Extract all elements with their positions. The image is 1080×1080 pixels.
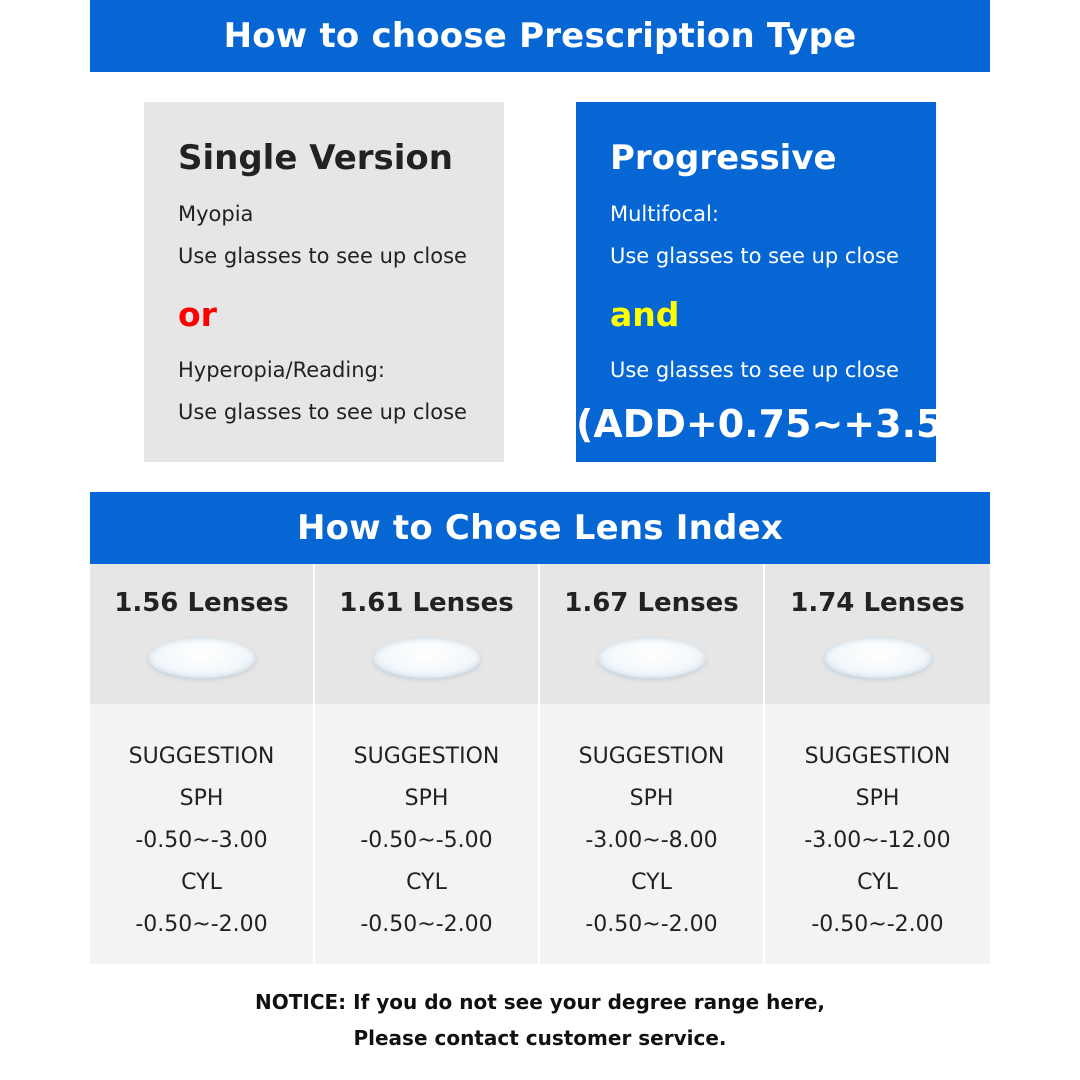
notice-line-2: Please contact customer service. [353, 1026, 727, 1050]
cyl-range: -0.50~-2.00 [585, 912, 718, 937]
lens-column-1-74 [765, 564, 990, 964]
suggestion-label: SUGGESTION [578, 744, 725, 769]
lens-image [598, 638, 706, 678]
sph-range: -3.00~-8.00 [585, 828, 718, 853]
lens-suggestion [765, 704, 990, 964]
lens-header [765, 564, 990, 704]
single-version-card [144, 102, 504, 462]
lens-column-1-61 [315, 564, 540, 964]
lens-image [373, 638, 481, 678]
single-line-hyperopia: Hyperopia/Reading: [178, 358, 385, 382]
single-line-myopia: Myopia [178, 202, 254, 226]
suggestion-label: SUGGESTION [804, 744, 951, 769]
suggestion-label: SUGGESTION [353, 744, 500, 769]
add-range-value: (ADD+0.75~+3.50) [576, 402, 987, 446]
lens-column-1-67 [540, 564, 765, 964]
lens-header [540, 564, 763, 704]
lens-name: 1.67 Lenses [564, 588, 739, 618]
single-version-title: Single Version [178, 138, 453, 178]
progressive-conjunction-and: and [610, 295, 680, 334]
lens-name: 1.61 Lenses [339, 588, 514, 618]
cyl-range: -0.50~-2.00 [811, 912, 944, 937]
progressive-line-use-2: Use glasses to see up close [610, 358, 899, 382]
lens-suggestion [90, 704, 313, 964]
cyl-label: CYL [181, 870, 222, 895]
prescription-type-heading: How to choose Prescription Type [90, 0, 990, 72]
notice-line-1: NOTICE: If you do not see your degree range here, [255, 990, 825, 1014]
cyl-label: CYL [406, 870, 447, 895]
sph-label: SPH [179, 786, 224, 811]
lens-suggestion [540, 704, 763, 964]
sph-range: -0.50~-3.00 [135, 828, 268, 853]
sph-label: SPH [404, 786, 449, 811]
sph-range: -0.50~-5.00 [360, 828, 493, 853]
sph-label: SPH [629, 786, 674, 811]
lens-name: 1.56 Lenses [114, 588, 289, 618]
lens-suggestion [315, 704, 538, 964]
cyl-range: -0.50~-2.00 [135, 912, 268, 937]
cyl-label: CYL [857, 870, 898, 895]
single-line-use-1: Use glasses to see up close [178, 244, 467, 268]
cyl-label: CYL [631, 870, 672, 895]
progressive-line-use-1: Use glasses to see up close [610, 244, 899, 268]
lens-image [148, 638, 256, 678]
lens-column-1-56 [90, 564, 315, 964]
single-line-use-2: Use glasses to see up close [178, 400, 467, 424]
lens-image [824, 638, 932, 678]
progressive-title: Progressive [610, 138, 837, 178]
sph-label: SPH [855, 786, 900, 811]
lens-header [315, 564, 538, 704]
lens-header [90, 564, 313, 704]
lens-name: 1.74 Lenses [790, 588, 965, 618]
progressive-line-multifocal: Multifocal: [610, 202, 719, 226]
single-conjunction-or: or [178, 295, 217, 334]
cyl-range: -0.50~-2.00 [360, 912, 493, 937]
progressive-card [576, 102, 987, 462]
lens-index-grid [90, 564, 990, 964]
suggestion-label: SUGGESTION [128, 744, 275, 769]
lens-index-heading: How to Chose Lens Index [90, 492, 990, 564]
sph-range: -3.00~-12.00 [804, 828, 951, 853]
